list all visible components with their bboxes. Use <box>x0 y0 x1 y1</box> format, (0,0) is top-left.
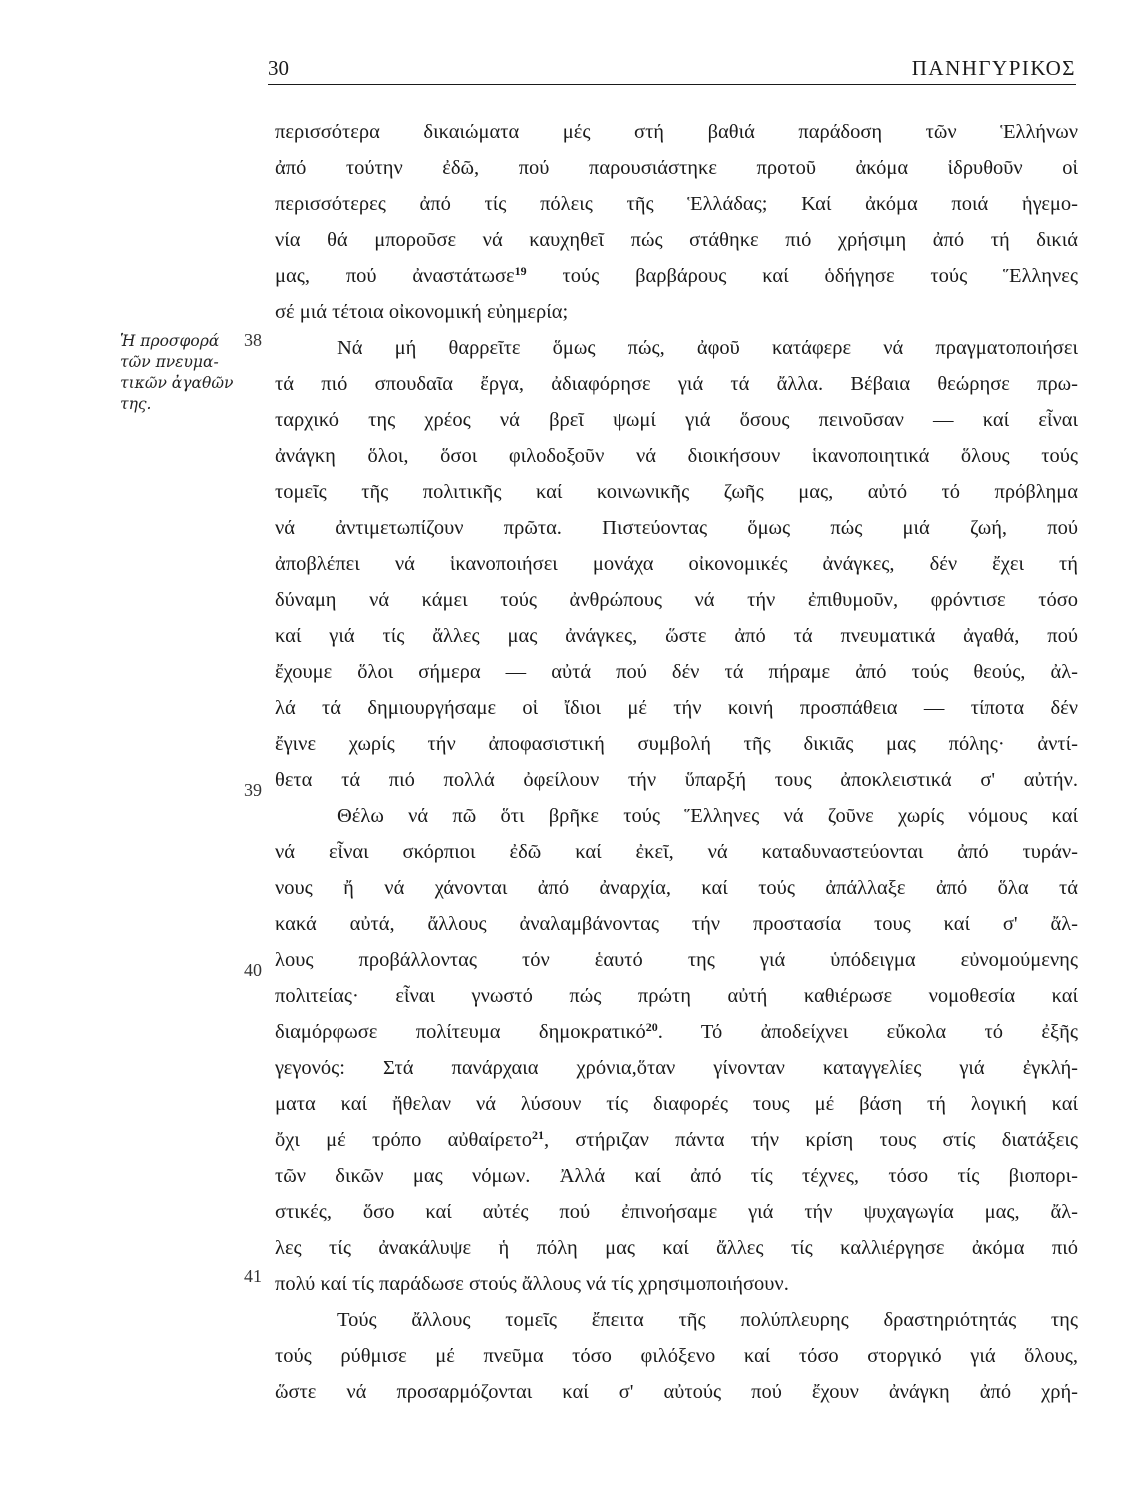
text-line: ὥστε νά προσαρμόζονται καί σ' αὐτούς πού ἔχουν ἀνάγκη ἀπό χρή- <box>275 1381 1078 1403</box>
text-line: νους ἤ νά χάνονται ἀπό ἀναρχία, καί τούς ἀπάλλαξε ἀπό ὅλα τά <box>275 877 1078 899</box>
text-line: τά πιό σπουδαῖα ἔργα, ἀδιαφόρησε γιά τά ἄλλα. Βέβαια θεώρησε πρω- <box>275 373 1078 395</box>
footnote-ref-19: 19 <box>514 264 527 278</box>
margin-note <box>120 331 246 415</box>
text-line: δύναμη νά κάμει τούς ἀνθρώπους νά τήν ἐπιθυμοῦν, φρόντισε τόσο <box>275 589 1078 611</box>
text-line <box>275 1014 1078 1050</box>
text-line: νά ἀντιμετωπίζουν πρῶτα. Πιστεύοντας ὅμως πώς μιά ζωή, πού <box>275 517 1078 539</box>
text-line: τομεῖς τῆς πολιτικῆς καί κοινωνικῆς ζωῆς μας, αὐτό τό πρόβλημα <box>275 481 1078 503</box>
text-line: ἀνάγκη ὅλοι, ὅσοι φιλοδοξοῦν νά διοικήσουν ἱκανοποιητικά ὅλους τούς <box>275 445 1078 467</box>
text-line: ἔχουμε ὅλοι σήμερα — αὐτά πού δέν τά πήραμε ἀπό τούς θεούς, ἀλ- <box>275 661 1078 683</box>
text-line: στικές, ὅσο καί αὐτές πού ἐπινοήσαμε γιά τήν ψυχαγωγία μας, ἄλ- <box>275 1201 1078 1223</box>
footnote-ref-21: 21 <box>531 1128 544 1142</box>
running-title: ΠΑΝΗΓΥΡΙΚΟΣ <box>911 56 1076 80</box>
text-line: τούς ρύθμισε μέ πνεῦμα τόσο φιλόξενο καί τόσο στοργικό γιά ὅλους, <box>275 1345 1078 1367</box>
page-header <box>268 50 1076 85</box>
text-line: Τούς ἄλλους τομεῖς ἔπειτα τῆς πολύπλευρης δραστηριότητάς της <box>337 1309 1078 1331</box>
section-number-40: 40 <box>244 960 262 980</box>
section-number-39: 39 <box>244 780 262 800</box>
text-line: ἀπό τούτην ἐδῶ, πού παρουσιάστηκε προτοῦ ἀκόμα ἱδρυθοῦν οἱ <box>275 157 1078 179</box>
text-line-part: ὄχι μέ τρόπο αὐθαίρετο <box>275 1129 532 1151</box>
text-line: νία θά μποροῦσε νά καυχηθεῖ πώς στάθηκε πιό χρήσιμη ἀπό τή δικιά <box>275 229 1078 251</box>
page-number: 30 <box>268 56 289 80</box>
text-line: πολιτείας· εἶναι γνωστό πώς πρώτη αὐτή καθιέρωσε νομοθεσία καί <box>275 985 1078 1007</box>
margin-note-line: Ἡ προσφορά <box>120 332 220 350</box>
text-line: νά εἶναι σκόρπιοι ἐδῶ καί ἐκεῖ, νά καταδυναστεύονται ἀπό τυράν- <box>275 841 1078 863</box>
text-line: καί γιά τίς ἄλλες μας ἀνάγκες, ὥστε ἀπό τά πνευματικά ἀγαθά, πού <box>275 625 1078 647</box>
text-line-part: διαμόρφωσε πολίτευμα δημοκρατικό <box>275 1021 646 1043</box>
text-line <box>275 258 1078 294</box>
margin-note-line: τικῶν ἀγαθῶν <box>120 374 234 392</box>
text-line: λες τίς ἀνακάλυψε ἡ πόλη μας καί ἄλλες τίς καλλιέργησε ἀκόμα πιό <box>275 1237 1078 1259</box>
text-line: περισσότερα δικαιώματα μές στή βαθιά παράδοση τῶν Ἑλλήνων <box>275 121 1078 143</box>
text-line: περισσότερες ἀπό τίς πόλεις τῆς Ἑλλάδας; Καί ἀκόμα ποιά ἡγεμο- <box>275 193 1078 215</box>
margin-note-line: της. <box>120 395 152 413</box>
text-line: πολύ καί τίς παράδωσε στούς ἄλλους νά τίς χρησιμοποιήσουν. <box>275 1273 789 1295</box>
body-text <box>275 114 1078 1410</box>
text-line-part: . Τό ἀποδείχνει εὔκολα τό ἐξῆς <box>657 1021 1078 1043</box>
text-line: θετα τά πιό πολλά ὀφείλουν τήν ὕπαρξή τους ἀποκλειστικά σ' αὐτήν. <box>275 769 1078 791</box>
text-line <box>275 1122 1078 1158</box>
text-line: ἔγινε χωρίς τήν ἀποφασιστική συμβολή τῆς δικιᾶς μας πόλης· ἀντί- <box>275 733 1078 755</box>
footnote-ref-20: 20 <box>645 1020 658 1034</box>
text-line: Νά μή θαρρεῖτε ὅμως πώς, ἀφοῦ κατάφερε νά πραγματοποιήσει <box>337 337 1078 359</box>
text-line: ματα καί ἤθελαν νά λύσουν τίς διαφορές τους μέ βάση τή λογική καί <box>275 1093 1078 1115</box>
text-line: κακά αὐτά, ἄλλους ἀναλαμβάνοντας τήν προστασία τους καί σ' ἄλ- <box>275 913 1078 935</box>
text-line: γεγονός: Στά πανάρχαια χρόνια,ὅταν γίνονταν καταγγελίες γιά ἐγκλή- <box>275 1057 1078 1079</box>
text-line: τῶν δικῶν μας νόμων. Ἀλλά καί ἀπό τίς τέχνες, τόσο τίς βιοπορι- <box>275 1165 1078 1187</box>
text-line: σέ μιά τέτοια οἰκονομική εὐημερία; <box>275 301 569 323</box>
text-line-part: μας, πού ἀναστάτωσε <box>275 265 515 287</box>
section-number-38: 38 <box>244 330 262 350</box>
text-line: λους προβάλλοντας τόν ἑαυτό της γιά ὑπόδειγμα εὐνομούμενης <box>275 949 1078 971</box>
text-line: λά τά δημιουργήσαμε οἱ ἴδιοι μέ τήν κοινή προσπάθεια — τίποτα δέν <box>275 697 1078 719</box>
text-line-part: , στήριζαν πάντα τήν κρίση τους στίς διατάξεις <box>543 1129 1078 1151</box>
section-number-41: 41 <box>244 1266 262 1286</box>
text-line: ταρχικό της χρέος νά βρεῖ ψωμί γιά ὅσους πεινοῦσαν — καί εἶναι <box>275 409 1078 431</box>
text-line: ἀποβλέπει νά ἱκανοποιήσει μονάχα οἰκονομικές ἀνάγκες, δέν ἔχει τή <box>275 553 1078 575</box>
margin-note-line: τῶν πνευμα- <box>120 353 219 371</box>
text-line-part: τούς βαρβάρους καί ὁδήγησε τούς Ἕλληνες <box>562 265 1078 287</box>
text-line: Θέλω νά πῶ ὅτι βρῆκε τούς Ἕλληνες νά ζοῦνε χωρίς νόμους καί <box>337 805 1078 827</box>
